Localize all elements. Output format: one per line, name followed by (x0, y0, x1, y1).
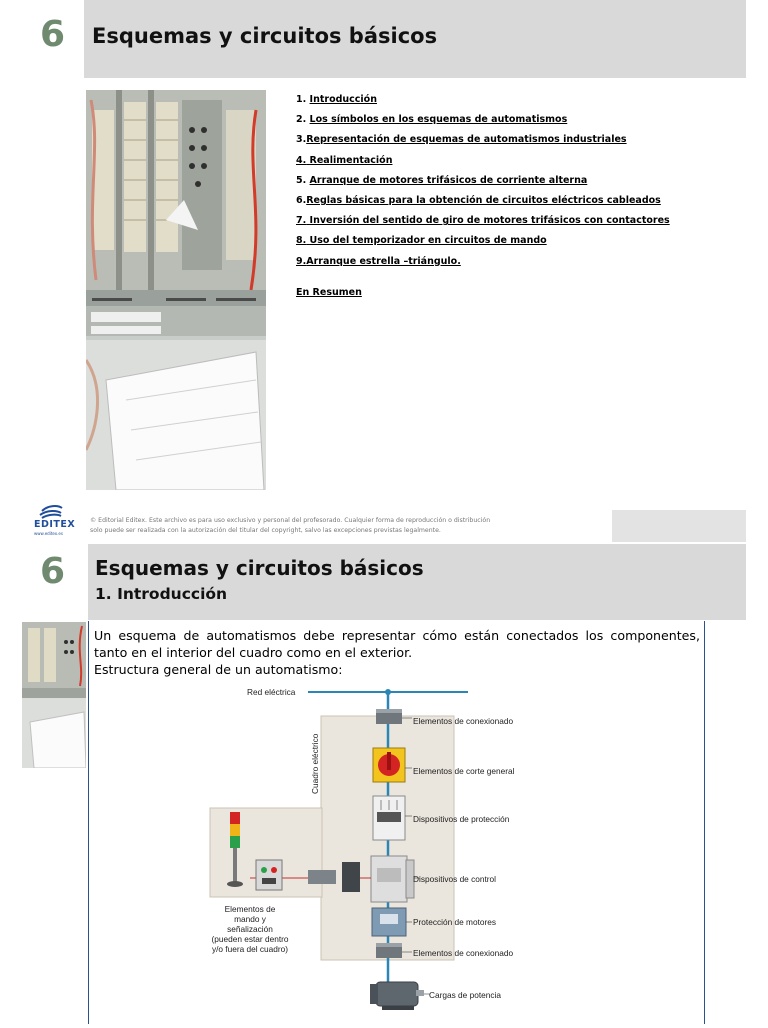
paragraph-line: Estructura general de un automatismo: (94, 662, 343, 677)
cabinet-label: Cuadro eléctrico (310, 733, 320, 794)
copyright-notice (90, 516, 590, 536)
table-of-contents (296, 93, 696, 275)
label-connection-bottom: Elementos de conexionado (413, 948, 514, 958)
intro-paragraph (94, 627, 700, 678)
section-subtitle: 1. Introducción (95, 585, 228, 603)
contactor-icon (371, 856, 414, 902)
brand-name: EDITEX (34, 519, 76, 530)
toc-item-5[interactable]: 5. Arranque de motores trifásicos de corriente alterna (296, 174, 588, 186)
control-label-line: y/o fuera del cuadro) (211, 944, 289, 954)
cabinet-photo-illustration (86, 90, 266, 490)
toc-item-2[interactable]: 2. Los símbolos en los esquemas de automatismos (296, 114, 568, 126)
label-loads: Cargas de potencia (429, 990, 501, 1000)
copyright-line-2: solo puede ser realizada con la autorización del titular del copyright, salvo las excepciones previstas legalmente. (90, 527, 441, 534)
terminal-block-top-icon (376, 709, 402, 724)
toc-item-6[interactable]: 6.Reglas básicas para la obtención de circuitos eléctricos cableados (296, 194, 661, 206)
chapter-number: 6 (40, 551, 66, 592)
toc-item-8[interactable]: 8. Uso del temporizador en circuitos de mando (296, 235, 547, 247)
toc-item-1[interactable]: 1. Introducción (296, 94, 377, 105)
circuit-breaker-icon (373, 796, 405, 840)
toc-item-3[interactable]: 3.Representación de esquemas de automatismos industriales (296, 134, 627, 146)
summary-link[interactable]: En Resumen (296, 287, 362, 298)
label-control: Dispositivos de control (413, 874, 497, 884)
control-label-line: mando y (234, 914, 266, 924)
chapter-number: 6 (40, 14, 66, 55)
control-label-line: (pueden estar dentro (211, 934, 289, 944)
network-label: Red eléctrica (247, 687, 296, 697)
label-main-switch: Elementos de corte general (413, 766, 515, 776)
main-switch-icon (373, 748, 405, 782)
page-title: Esquemas y circuitos básicos (95, 556, 424, 580)
paragraph-line: Un esquema de automatismos debe representar cómo están conectados los componentes, (94, 628, 700, 643)
paragraph-line: tanto en el interior del cuadro como en el exterior. (94, 645, 413, 660)
toc-item-4[interactable]: 4. Realimentación (296, 154, 393, 166)
toc-item-9[interactable]: 9.Arranque estrella –triángulo. (296, 255, 461, 267)
electrical-cabinet-photo (86, 90, 266, 490)
control-label-line: Elementos de (224, 904, 276, 914)
push-button-station-icon (256, 860, 282, 890)
footer-panel (612, 510, 746, 542)
automation-structure-diagram (190, 684, 570, 1024)
motor-protection-icon (372, 908, 406, 936)
terminal-block-bottom-icon (376, 943, 402, 958)
motor-icon (370, 982, 424, 1010)
toc-item-7[interactable]: 7. Inversión del sentido de giro de motores trifásicos con contactores (296, 215, 670, 227)
page-title: Esquemas y circuitos básicos (92, 24, 438, 48)
brand-url: www.editex.es (34, 531, 63, 536)
label-protection: Dispositivos de protección (413, 814, 510, 824)
label-motor-protection: Protección de motores (413, 917, 497, 927)
label-connection-top: Elementos de conexionado (413, 716, 514, 726)
cabinet-photo-thumbnail (22, 622, 86, 768)
control-label-line: señalización (227, 924, 273, 934)
copyright-line-1: © Editorial Editex. Este archivo es para uso exclusivo y personal del profesorado. Cualquier forma de reproducción o distribución (90, 517, 491, 524)
